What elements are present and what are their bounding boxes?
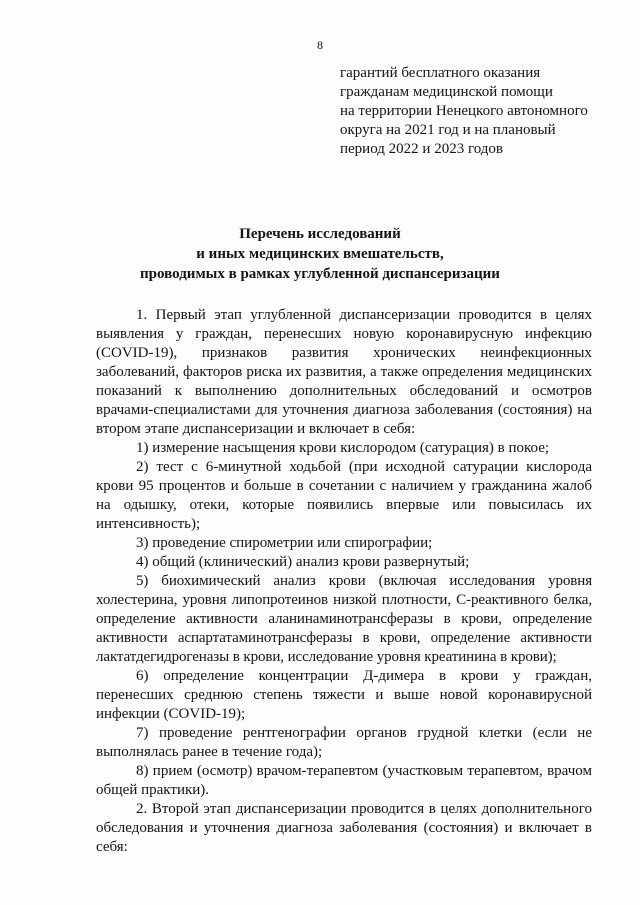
appendix-reference-line: на территории Ненецкого автономного — [340, 103, 588, 119]
list-item-6: 6) определение концентрации Д-димера в крови у граждан, перенесших среднюю степень тяжести и выше новой коронавирусной инфекции (COVID-19); — [96, 668, 592, 722]
list-item-1: 1) измерение насыщения крови кислородом (сатурация) в покое; — [136, 440, 550, 456]
page-number: 8 — [317, 38, 323, 52]
list-item-4: 4) общий (клинический) анализ крови развернутый; — [136, 554, 470, 570]
appendix-reference — [340, 64, 620, 159]
appendix-reference-line: гарантий бесплатного оказания — [340, 65, 541, 81]
list-item-5: 5) биохимический анализ крови (включая исследования уровня холестерина, уровня липопротеинов низкой плотности, С-реактивного белка, определение активности аланинаминотрансферазы в крови, определение активности аспартатаминотрансферазы в крови, определение активности лактатдегидрогеназы в крови, исследование уровня креатинина в крови); — [96, 573, 592, 665]
document-body — [96, 306, 592, 857]
paragraph-stage-one-intro: 1. Первый этап углубленной диспансеризации проводится в целях выявления у граждан, перенесших новую коронавирусную инфекцию (COVID-19), признаков развития хронических неинфекционных заболеваний, факторов риска их развития, а также определения медицинских показаний к выполнению дополнительных обследований и осмотров врачами-специалистами для уточнения диагноза заболевания (состояния) на втором этапе диспансеризации и включает в себя: — [96, 307, 592, 437]
list-item-3: 3) проведение спирометрии или спирографии; — [136, 535, 433, 551]
list-item-7: 7) проведение рентгенографии органов грудной клетки (если не выполнялась ранее в течение года); — [96, 725, 592, 760]
document-title-line: проводимых в рамках углубленной диспансеризации — [140, 266, 500, 282]
document-title-line: Перечень исследований — [239, 226, 401, 242]
document-title — [0, 224, 640, 284]
document-title-line: и иных медицинских вмешательств, — [196, 246, 444, 262]
appendix-reference-line: округа на 2021 год и на плановый — [340, 122, 556, 138]
list-item-8: 8) прием (осмотр) врачом-терапевтом (участковым терапевтом, врачом общей практики). — [96, 763, 592, 798]
appendix-reference-line: гражданам медицинской помощи — [340, 84, 553, 100]
list-item-2: 2) тест с 6-минутной ходьбой (при исходной сатурации кислорода крови 95 процентов и больше в сочетании с наличием у гражданина жалоб на одышку, отеки, которые появились впервые или повысилась их интенсивность); — [96, 459, 592, 532]
paragraph-stage-two-intro: 2. Второй этап диспансеризации проводится в целях дополнительного обследования и уточнения диагноза заболевания (состояния) и включает в себя: — [96, 801, 592, 855]
appendix-reference-line: период 2022 и 2023 годов — [340, 141, 504, 157]
